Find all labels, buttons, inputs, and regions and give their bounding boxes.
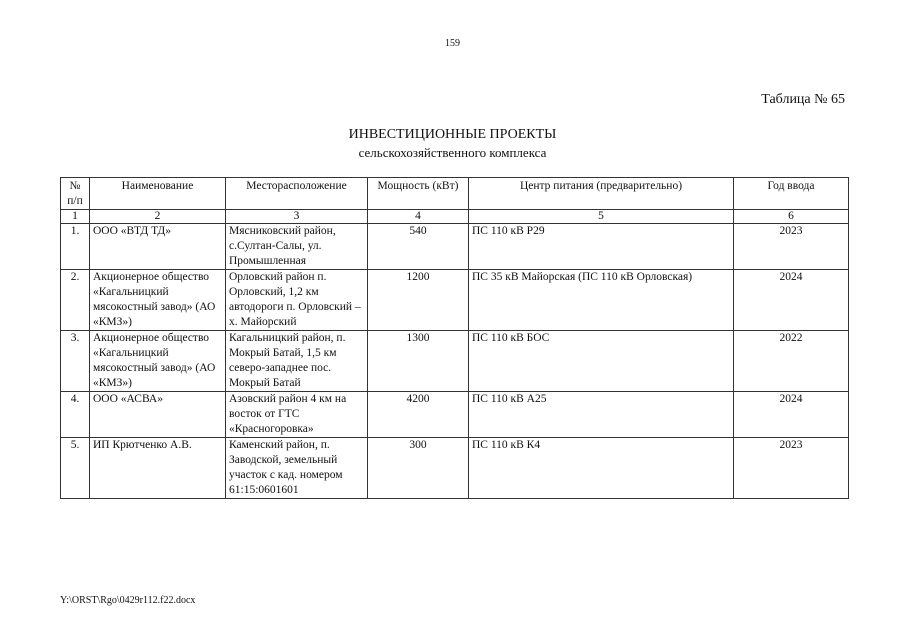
row-power-center: ПС 110 кВ К4	[469, 438, 734, 499]
column-number: 4	[368, 210, 469, 224]
row-power: 540	[368, 224, 469, 270]
row-location: Каменский район, п. Заводской, земельный участок с кад. номером 61:15:0601601	[226, 438, 368, 499]
header-location: Месторасположение	[226, 178, 368, 210]
row-year: 2022	[734, 331, 849, 392]
row-power: 1200	[368, 270, 469, 331]
row-number: 3.	[61, 331, 90, 392]
table-header-row	[61, 178, 849, 210]
row-number: 4.	[61, 392, 90, 438]
row-name: Акционерное общество «Кагальницкий мясокостный завод» (АО «КМЗ»)	[90, 270, 226, 331]
column-number: 5	[469, 210, 734, 224]
header-year: Год ввода	[734, 178, 849, 210]
row-location: Мясниковский район, с.Султан-Салы, ул. Промышленная	[226, 224, 368, 270]
column-number: 1	[61, 210, 90, 224]
table-row	[61, 438, 849, 499]
row-year: 2023	[734, 224, 849, 270]
header-center: Центр питания (предварительно)	[469, 178, 734, 210]
row-location: Кагальницкий район, п. Мокрый Батай, 1,5 км северо-западнее пос. Мокрый Батай	[226, 331, 368, 392]
row-year: 2024	[734, 270, 849, 331]
row-power-center: ПС 110 кВ Р29	[469, 224, 734, 270]
document-title: ИНВЕСТИЦИОННЫЕ ПРОЕКТЫ	[348, 127, 557, 142]
row-location: Орловский район п. Орловский, 1,2 км автодороги п. Орловский – х. Майорский	[226, 270, 368, 331]
row-power: 4200	[368, 392, 469, 438]
table-row	[61, 331, 849, 392]
row-power-center: ПС 110 кВ БОС	[469, 331, 734, 392]
header-power: Мощность (кВт)	[368, 178, 469, 210]
row-number: 5.	[61, 438, 90, 499]
row-name: ИП Крютченко А.В.	[90, 438, 226, 499]
table-row	[61, 392, 849, 438]
row-name: ООО «АСВА»	[90, 392, 226, 438]
row-number: 2.	[61, 270, 90, 331]
table-row	[61, 270, 849, 331]
investment-projects-table	[60, 177, 849, 499]
page-number: 159	[445, 38, 460, 49]
table-row	[61, 224, 849, 270]
column-number: 2	[90, 210, 226, 224]
column-number: 3	[226, 210, 368, 224]
row-name: ООО «ВТД ТД»	[90, 224, 226, 270]
row-power: 300	[368, 438, 469, 499]
row-year: 2024	[734, 392, 849, 438]
row-power-center: ПС 35 кВ Майорская (ПС 110 кВ Орловская)	[469, 270, 734, 331]
row-power: 1300	[368, 331, 469, 392]
row-location: Азовский район 4 км на восток от ГТС «Красногоровка»	[226, 392, 368, 438]
header-name: Наименование	[90, 178, 226, 210]
row-power-center: ПС 110 кВ А25	[469, 392, 734, 438]
column-number-row	[61, 210, 849, 224]
document-subtitle: сельскохозяйственного комплекса	[358, 145, 547, 160]
file-path-footer: Y:\ORST\Rgo\0429r112.f22.docx	[60, 595, 196, 606]
header-num: № п/п	[61, 178, 90, 210]
column-number: 6	[734, 210, 849, 224]
row-year: 2023	[734, 438, 849, 499]
row-number: 1.	[61, 224, 90, 270]
row-name: Акционерное общество «Кагальницкий мясокостный завод» (АО «КМЗ»)	[90, 331, 226, 392]
table-number: Таблица № 65	[761, 92, 845, 107]
